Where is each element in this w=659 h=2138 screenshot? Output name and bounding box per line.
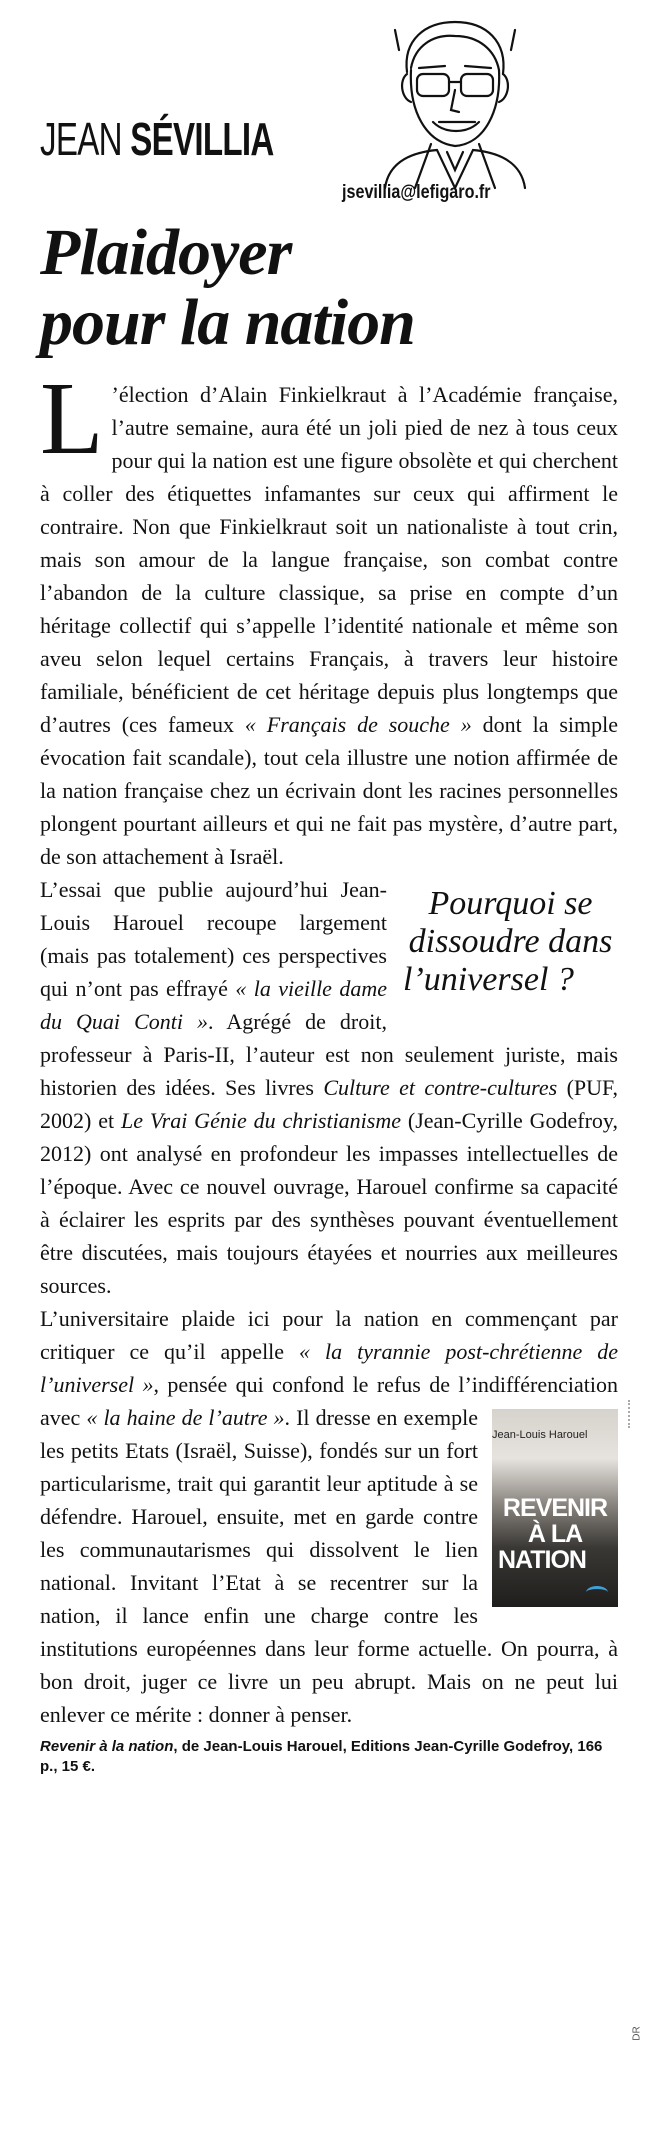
book-cover-image [492, 1409, 618, 1607]
book-credit-title: Revenir à la nation [40, 1738, 174, 1755]
paragraph-1-end: dont la simple évocation fait scandale), tout cela illustre une notion affirmée de la nation française chez un écrivain dont les racines personnelles plongent pourtant ailleurs et qui ne fait pas mystère, d’autre part, de son attachement à Israël. [40, 712, 619, 869]
article-body [40, 361, 619, 1777]
paragraph-2-text-c: (PUF, 2002) et [40, 1075, 618, 1133]
paragraph-3-text-c: . Il dresse en exemple les petits Etats (Israël, Suisse), fondés sur un fort particularisme, trait qui garantit leur aptitude à se défendre. Harouel, ensuite, met en garde contre les communautarismes qui dissolvent le lien national. Invitant l’Etat à se recentrer sur la nation, il lance enfin une charge contre les institutions européennes dans leur forme actuelle. On pourra, à bon droit, juger ce livre un peu abrupt. Mais on ne peut lui enlever ce mérite : donner à penser. [40, 1405, 618, 1727]
paragraph-2-text-a: L’essai que publie aujourd’hui Jean-Louis Harouel recoupe largement (mais pas totalement) ces perspectives qui n’ont pas effrayé [40, 877, 387, 1001]
paragraph-3-text-a: L’universitaire plaide ici pour la nation en commençant par critiquer ce qu’il appelle [40, 1306, 618, 1364]
paragraph-2-text-b: . Agrégé de droit, professeur à Paris-II, l’auteur est non seulement juriste, mais historien des idées. Ses livres [40, 1009, 618, 1100]
book-cover-author: Jean-Louis Harouel [492, 1429, 588, 1441]
author-email: jsevillia@lefigaro.fr [342, 182, 491, 203]
pull-quote: Pourquoi se dissoudre dans l’universel ? [403, 885, 613, 998]
author-name [40, 112, 274, 166]
publisher-logo-icon [586, 1586, 608, 1599]
quote-vieille-dame: « la vieille dame du Quai Conti » [40, 976, 387, 1034]
paragraph-1-text: ’élection d’Alain Finkielkraut à l’Académie française, l’autre semaine, aura été un joli pied de nez à tous ceux pour qui la nation est une figure obsolète et qui cherchent à coller des étiquettes infamantes sur ceux qui affirment le contraire. Non que Finkielkraut soit un nationaliste à tout crin, mais son amour de la langue française, son combat contre l’abandon de la culture classique, sa prise en compte d’un héritage collectif qui s’appelle l’identité nationale et même son aveu selon lequel certains Français, à travers leur histoire familiale, bénéficient de cet héritage depuis plus longtemps que d’autres (ces fameux [40, 382, 618, 737]
title-line-1: Plaidoyer [40, 216, 292, 289]
book-title-vrai-genie: Le Vrai Génie du christianisme [120, 1108, 402, 1133]
scan-margin-mark [628, 1400, 640, 1428]
paragraph-2 [40, 873, 618, 1302]
quote-francais-de-souche: « Français de souche » [244, 712, 472, 737]
book-title-culture: Culture et contre-cultures [323, 1075, 558, 1100]
title-line-2: pour la nation [40, 286, 415, 359]
quote-tyrannie: « la tyrannie post-chrétienne de l’universel » [40, 1339, 618, 1397]
drop-cap: L [40, 361, 104, 476]
paragraph-2-text-d: (Jean-Cyrille Godefroy, 2012) ont analysé en profondeur les impasses intellectuelles de l’époque. Avec ce nouvel ouvrage, Harouel confirme sa capacité à éclairer les esprits par des synthèses pouvant éventuellement être discutées, mais toujours étayées et nourries aux meilleures sources. [40, 1108, 618, 1298]
book-credit [40, 1737, 618, 1777]
photo-credit: DR [631, 2026, 643, 2041]
paragraph-3-text-b: , pensée qui confond le refus de l’indifférenciation avec [40, 1372, 618, 1430]
author-portrait-sketch [355, 10, 555, 190]
paragraph-3 [40, 1302, 618, 1731]
book-credit-details: , de Jean-Louis Harouel, Editions Jean-Cyrille Godefroy, 166 p., 15 €. [40, 1738, 603, 1775]
article-title [40, 218, 620, 358]
author-last-name: SÉVILLIA [130, 113, 274, 165]
author-first-name: JEAN [40, 113, 122, 165]
paragraph-1 [40, 361, 619, 873]
book-cover-title: REVENIR À LA NATION [498, 1494, 608, 1574]
quote-haine-de-l-autre: « la haine de l’autre » [86, 1405, 285, 1430]
